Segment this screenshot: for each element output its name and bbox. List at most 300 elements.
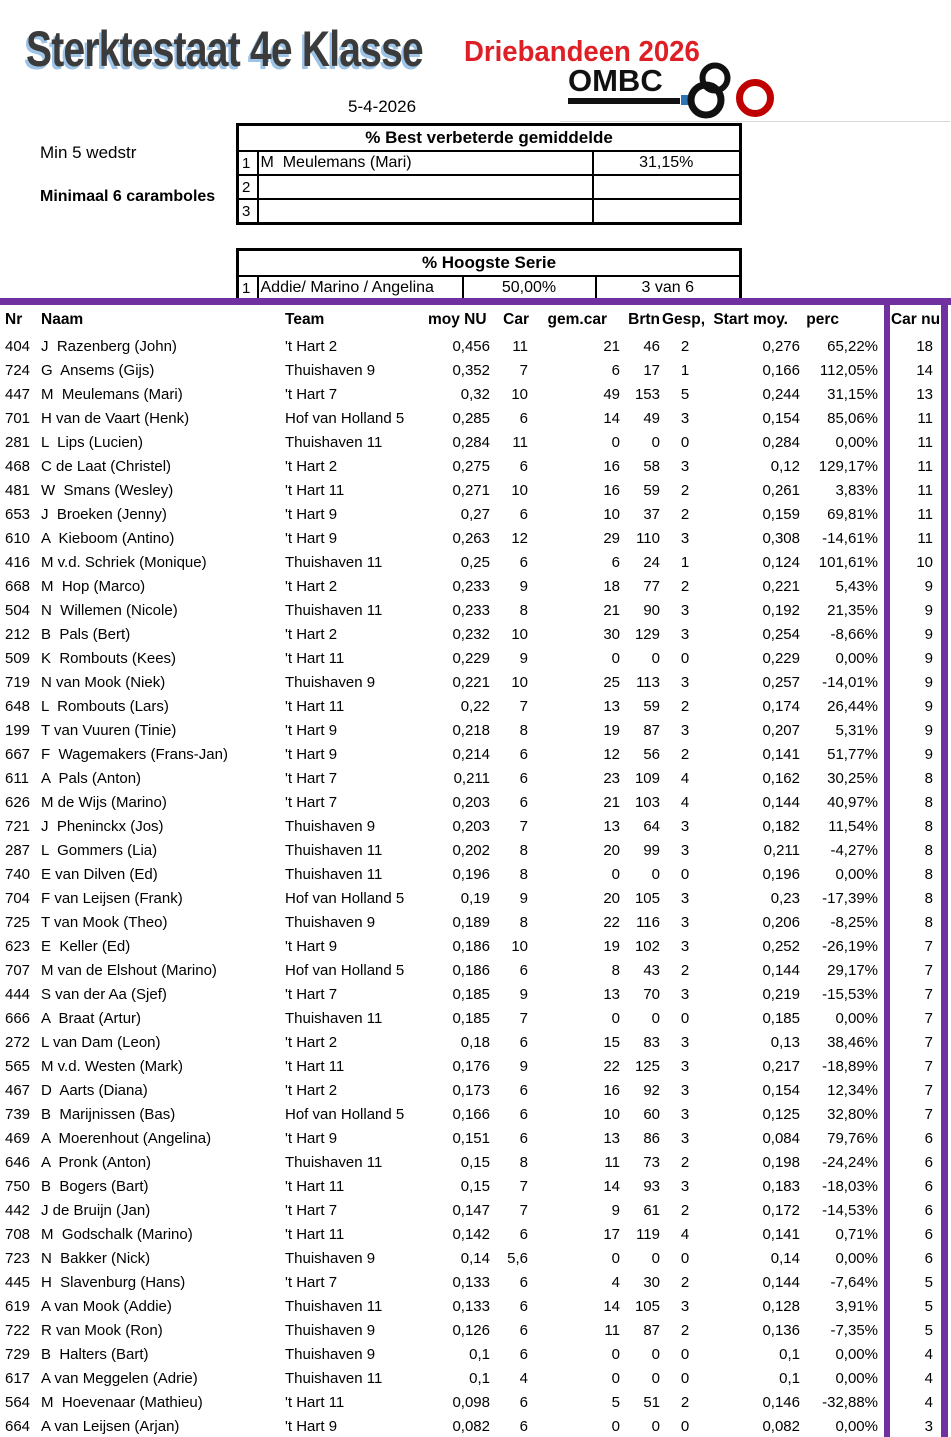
moy-nu-value: 0,1 [469,1345,490,1363]
gesp-value: 0 [680,433,690,451]
moy-nu-value: 0,166 [452,1105,490,1123]
moy-nu-value: 0,233 [452,577,490,595]
min-matches-note: Min 5 wedstr [40,143,137,162]
table-row [0,1294,948,1318]
min-caramboles-note: Minimaal 6 caramboles [40,188,216,205]
car-value: 11 [512,433,528,451]
perc-value: 79,76% [827,1129,878,1147]
gem-car-value: 10 [603,1105,620,1123]
gem-car-value: 23 [603,769,620,787]
player-name: R van Mook (Ron) [41,1321,163,1339]
team-name: Thuishaven 9 [285,361,376,379]
moy-nu-value: 0,151 [452,1129,490,1147]
perc-value: -32,88% [822,1393,878,1411]
moy-nu-value: 0,27 [460,505,490,523]
start-moy-value: 0,308 [762,529,800,547]
car-value: 10 [511,625,528,643]
gesp-value: 0 [680,1009,690,1027]
player-name: E van Dilven (Ed) [41,865,158,883]
gesp-value: 3 [680,409,690,427]
brtn-value: 105 [634,889,660,907]
start-moy-value: 0,159 [762,505,800,523]
gem-car-value: 14 [603,1177,620,1195]
car-value: 9 [519,577,528,595]
car-nu-value: 9 [884,646,948,670]
moy-nu-value: 0,147 [452,1201,490,1219]
gem-car-value: 16 [603,481,620,499]
car-nu-value: 6 [884,1246,948,1270]
team-name: Thuishaven 11 [285,865,383,883]
brtn-value: 30 [643,1273,660,1291]
gem-car-value: 16 [603,457,620,475]
start-moy-value: 0,1 [779,1369,800,1387]
brtn-value: 0 [651,1345,660,1363]
value-cell [593,199,741,224]
car-nu-value: 5 [884,1270,948,1294]
car-nu-value: 4 [884,1390,948,1414]
car-nu-value: 8 [884,790,948,814]
perc-value: 0,00% [835,865,878,883]
car-value: 8 [519,841,528,859]
gesp-value: 4 [680,793,690,811]
gesp-value: 3 [680,1129,690,1147]
gesp-value: 0 [680,865,690,883]
perc-value: 65,22% [827,337,878,355]
moy-nu-value: 0,25 [460,553,490,571]
player-name: B Bogers (Bart) [41,1177,149,1195]
gem-car-value: 49 [603,385,620,403]
perc-value: -14,61% [822,529,878,547]
moy-nu-value: 0,176 [452,1057,490,1075]
team-name: 't Hart 11 [285,481,345,499]
car-nu-value: 6 [884,1198,948,1222]
table-row [0,814,948,838]
gem-car-value: 21 [603,601,620,619]
gem-car-value: 13 [603,1129,620,1147]
car-nu-value: 7 [884,1006,948,1030]
team-name: 't Hart 7 [285,793,338,811]
table-row [0,1390,948,1414]
table-row [0,982,948,1006]
player-nr: 668 [5,577,31,595]
player-nr: 447 [5,385,31,403]
highest-series-table [236,248,742,302]
player-nr: 707 [5,961,31,979]
player-nr: 611 [5,769,29,787]
report-date: 5-4-2026 [348,97,417,116]
perc-value: -7,35% [830,1321,878,1339]
perc-value: 29,17% [827,961,878,979]
player-name-cell: M Meulemans (Mari) [258,151,593,175]
gesp-value: 0 [680,649,690,667]
perc-value: 5,31% [835,721,878,739]
start-moy-value: 0,128 [762,1297,800,1315]
page-subtitle: Driebandeen 2026 [464,36,700,68]
player-nr: 445 [5,1273,31,1291]
player-nr: 442 [5,1201,31,1219]
standings-rows [0,334,948,1437]
table-row [0,790,948,814]
perc-value: -14,53% [822,1201,878,1219]
start-moy-value: 0,183 [762,1177,800,1195]
car-value: 9 [519,1057,528,1075]
player-name: N Willemen (Nicole) [41,601,178,619]
table-row [0,550,948,574]
brtn-value: 0 [651,649,660,667]
car-value: 6 [519,1225,528,1243]
car-nu-value: 9 [884,670,948,694]
team-name: 't Hart 7 [285,1201,338,1219]
player-nr: 722 [5,1321,31,1339]
team-name: 't Hart 11 [285,1225,345,1243]
car-nu-value: 7 [884,1054,948,1078]
perc-value: 112,05% [819,361,878,379]
gesp-value: 2 [680,697,690,715]
car-value: 6 [519,961,528,979]
player-nr: 199 [5,721,31,739]
player-nr: 708 [5,1225,31,1243]
start-moy-value: 0,192 [762,601,800,619]
player-nr: 504 [5,601,31,619]
car-nu-value: 6 [884,1150,948,1174]
brtn-value: 59 [643,481,660,499]
table-row [0,886,948,910]
moy-nu-value: 0,098 [452,1393,490,1411]
gem-car-value: 12 [603,745,620,763]
gem-car-value: 6 [611,553,620,571]
brtn-value: 0 [651,1417,660,1435]
gesp-value: 3 [680,457,690,475]
car-value: 5,6 [507,1249,528,1267]
gem-car-value: 20 [603,889,620,907]
brtn-value: 125 [634,1057,660,1075]
player-name: M Hoevenaar (Mathieu) [41,1393,203,1411]
player-name: M v.d. Schriek (Monique) [41,553,207,571]
start-moy-value: 0,229 [762,649,800,667]
gem-car-value: 14 [603,1297,620,1315]
player-nr: 646 [5,1153,31,1171]
start-moy-value: 0,174 [762,697,800,715]
moy-nu-value: 0,285 [452,409,490,427]
car-nu-value: 8 [884,814,948,838]
car-nu-value: 6 [884,1126,948,1150]
gem-car-value: 0 [611,1249,620,1267]
car-value: 6 [519,1129,528,1147]
table-row [238,151,741,175]
table-row [0,910,948,934]
car-value: 10 [511,937,528,955]
player-name: A Pronk (Anton) [41,1153,152,1171]
table-row [0,526,948,550]
car-nu-value: 7 [884,982,948,1006]
team-name: Thuishaven 9 [285,1345,376,1363]
table-row [238,199,741,224]
table-row [0,1030,948,1054]
start-moy-value: 0,14 [770,1249,800,1267]
player-nr: 725 [5,913,31,931]
moy-nu-value: 0,32 [460,385,490,403]
player-nr: 729 [5,1345,31,1363]
car-value: 4 [519,1369,528,1387]
perc-value: 40,97% [827,793,878,811]
team-name: Thuishaven 11 [285,841,383,859]
car-value: 7 [519,1177,528,1195]
player-name: A Moerenhout (Angelina) [41,1129,212,1147]
player-name: J de Bruijn (Jan) [41,1201,151,1219]
brtn-value: 119 [636,1225,660,1243]
standings-header-row [0,305,948,334]
gem-car-value: 0 [611,433,620,451]
start-moy-value: 0,154 [762,1081,800,1099]
team-name: 't Hart 11 [285,1393,345,1411]
car-value: 8 [519,1153,528,1171]
moy-nu-value: 0,15 [460,1177,490,1195]
table-row [0,430,948,454]
player-name: M Hop (Marco) [41,577,146,595]
best-improved-table [236,123,742,225]
moy-nu-value: 0,284 [452,433,490,451]
brtn-value: 110 [636,529,660,547]
moy-nu-value: 0,352 [452,361,490,379]
perc-value: 11,54% [828,817,878,835]
brtn-value: 86 [643,1129,660,1147]
start-moy-value: 0,172 [762,1201,800,1219]
moy-nu-value: 0,22 [460,697,490,715]
gesp-value: 3 [680,601,690,619]
col-header-gesp: Gesp, [662,310,706,328]
ombc-logo [560,58,780,123]
player-name-cell [258,175,593,199]
table-row [0,382,948,406]
car-value: 6 [519,1417,528,1435]
brtn-value: 129 [634,625,660,643]
car-value: 10 [511,481,528,499]
gem-car-value: 0 [611,1369,620,1387]
gesp-value: 3 [680,721,690,739]
player-name: G Ansems (Gijs) [41,361,155,379]
perc-value: -18,89% [822,1057,878,1075]
car-value: 8 [519,913,528,931]
gesp-value: 2 [680,481,690,499]
gesp-value: 0 [680,1249,690,1267]
brtn-value: 70 [643,985,660,1003]
car-value: 7 [519,361,528,379]
car-value: 6 [519,1081,528,1099]
start-moy-value: 0,125 [762,1105,800,1123]
car-value: 6 [519,1297,528,1315]
car-value: 6 [519,1273,528,1291]
start-moy-value: 0,219 [762,985,800,1003]
highest-series-title: % Hoogste Serie [238,250,741,277]
car-nu-value: 6 [884,1222,948,1246]
table-row [0,742,948,766]
brtn-value: 0 [651,1009,660,1027]
brtn-value: 99 [643,841,660,859]
brtn-value: 51 [643,1393,660,1411]
car-nu-value: 5 [884,1318,948,1342]
brtn-value: 92 [643,1081,660,1099]
gesp-value: 3 [680,1297,690,1315]
player-name: J Razenberg (John) [41,337,177,355]
start-moy-value: 0,196 [762,865,800,883]
start-moy-value: 0,207 [762,721,800,739]
table-row [0,1366,948,1390]
start-moy-value: 0,284 [762,433,800,451]
player-nr: 704 [5,889,31,907]
start-moy-value: 0,12 [770,457,800,475]
brtn-value: 64 [643,817,660,835]
gem-car-value: 14 [603,409,620,427]
player-name: L Rombouts (Lars) [41,697,169,715]
car-nu-value: 4 [884,1342,948,1366]
start-moy-value: 0,144 [762,793,800,811]
brtn-value: 93 [643,1177,660,1195]
player-nr: 272 [5,1033,31,1051]
perc-value: -14,01% [822,673,878,691]
gesp-value: 2 [680,505,690,523]
moy-nu-value: 0,19 [460,889,490,907]
col-header-perc: perc [806,310,839,328]
table-row [0,1150,948,1174]
table-row [0,1006,948,1030]
car-value: 10 [511,673,528,691]
table-row [0,622,948,646]
gesp-value: 2 [680,745,690,763]
table-row [0,358,948,382]
team-name: 't Hart 9 [285,505,338,523]
table-row [0,1054,948,1078]
player-nr: 666 [5,1009,31,1027]
gesp-value: 0 [680,1417,690,1435]
team-name: 't Hart 7 [285,1273,338,1291]
team-name: Hof van Holland 5 [285,1105,405,1123]
start-moy-value: 0,141 [762,745,800,763]
car-nu-value: 11 [884,406,948,430]
gem-car-value: 19 [603,721,620,739]
perc-value: -7,64% [830,1273,878,1291]
car-nu-value: 3 [884,1414,948,1437]
table-row [0,1222,948,1246]
gesp-value: 3 [680,1081,690,1099]
brtn-value: 87 [643,721,660,739]
car-nu-value: 8 [884,910,948,934]
player-name: B Marijnissen (Bas) [41,1105,176,1123]
car-value: 6 [519,793,528,811]
moy-nu-value: 0,275 [452,457,490,475]
start-moy-value: 0,182 [762,817,800,835]
moy-nu-value: 0,203 [452,817,490,835]
player-nr: 610 [5,529,31,547]
player-nr: 723 [5,1249,31,1267]
team-name: 't Hart 2 [285,1081,338,1099]
gesp-value: 3 [680,1105,690,1123]
car-value: 6 [519,745,528,763]
team-name: 't Hart 9 [285,721,338,739]
perc-value: 31,15% [827,385,878,403]
car-nu-value: 5 [884,1294,948,1318]
perc-value: -24,24% [822,1153,878,1171]
col-header-moy-nu: moy NU [428,310,487,328]
car-value: 10 [511,385,528,403]
team-name: Thuishaven 9 [285,817,376,835]
car-nu-value: 9 [884,694,948,718]
car-value: 9 [519,985,528,1003]
moy-nu-value: 0,1 [469,1369,490,1387]
player-name: J Broeken (Jenny) [41,505,167,523]
table-row [238,276,741,301]
player-nr: 212 [5,625,31,643]
brtn-value: 73 [643,1153,660,1171]
start-moy-value: 0,162 [762,769,800,787]
start-moy-value: 0,276 [762,337,800,355]
car-nu-value: 10 [884,550,948,574]
team-name: 't Hart 2 [285,337,338,355]
player-nr: 719 [5,673,31,691]
perc-value: 0,00% [835,433,878,451]
gesp-value: 3 [680,913,690,931]
table-row [0,502,948,526]
player-name: F Wagemakers (Frans-Jan) [41,745,228,763]
player-nr: 721 [5,817,31,835]
perc-value: 21,35% [827,601,878,619]
player-nr: 750 [5,1177,31,1195]
table-row [0,1078,948,1102]
car-value: 6 [519,1105,528,1123]
brtn-value: 0 [651,1249,660,1267]
car-nu-value: 11 [884,430,948,454]
start-moy-value: 0,217 [762,1057,800,1075]
start-moy-value: 0,211 [763,841,800,859]
perc-value: -15,53% [822,985,878,1003]
table-row [0,670,948,694]
moy-nu-value: 0,203 [452,793,490,811]
perc-value: 0,00% [835,1009,878,1027]
gesp-value: 3 [680,1177,690,1195]
brtn-value: 46 [643,337,660,355]
gem-car-value: 22 [603,1057,620,1075]
gesp-value: 2 [680,337,690,355]
table-row [0,1414,948,1437]
team-name: 't Hart 2 [285,577,338,595]
value-cell [593,175,741,199]
perc-value: 51,77% [827,745,878,763]
car-value: 6 [519,1393,528,1411]
car-nu-value: 11 [884,526,948,550]
team-name: 't Hart 2 [285,625,338,643]
car-value: 7 [519,697,528,715]
player-name: A van Meggelen (Adrie) [41,1369,198,1387]
brtn-value: 90 [643,601,660,619]
player-name: A Kieboom (Antino) [41,529,175,547]
car-nu-value: 9 [884,622,948,646]
brtn-value: 58 [643,457,660,475]
perc-value: 30,25% [827,769,878,787]
player-nr: 564 [5,1393,31,1411]
perc-value: 0,00% [835,649,878,667]
player-name: H Slavenburg (Hans) [41,1273,186,1291]
table-row [0,862,948,886]
player-nr: 468 [5,457,31,475]
gem-car-value: 20 [603,841,620,859]
start-moy-value: 0,146 [762,1393,800,1411]
player-name: E Keller (Ed) [41,937,131,955]
page-title: Sterktestaat 4e Klasse [26,21,423,77]
team-name: Hof van Holland 5 [285,409,405,427]
moy-nu-value: 0,185 [452,1009,490,1027]
player-name-cell [258,199,593,224]
gem-car-value: 19 [603,937,620,955]
player-name: L Lips (Lucien) [41,433,143,451]
